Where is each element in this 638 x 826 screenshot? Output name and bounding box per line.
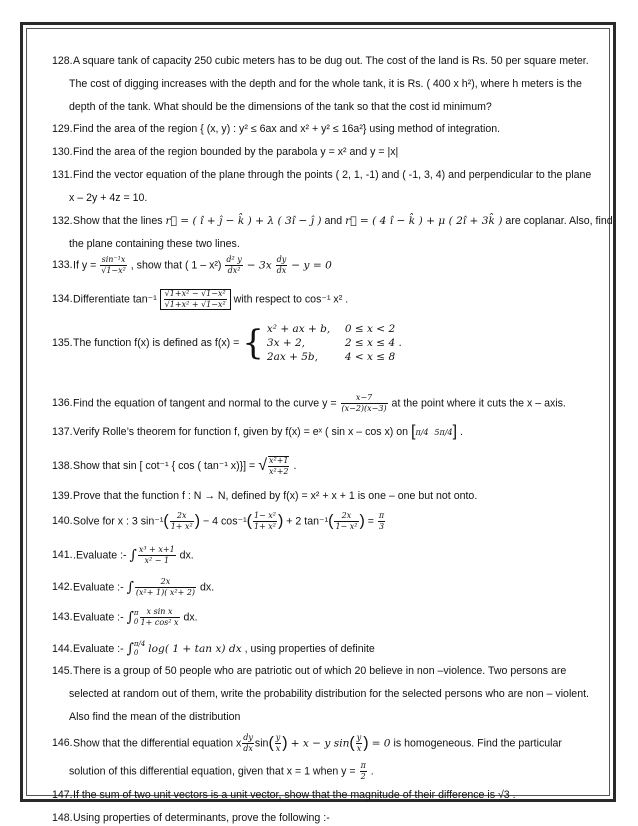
- integral-sign: ∫: [126, 641, 134, 657]
- fraction: $\frac{\pi}{2}$: [360, 761, 366, 781]
- question-131-line2: x – 2y + 4z = 10.: [69, 192, 148, 204]
- integral-sign: ∫: [126, 609, 134, 626]
- question-128: 128.A square tank of capacity 250 cubic meters has to be dug out. The cost of the land is Rs. 50 per square meter.: [52, 55, 589, 67]
- fraction: $\frac{dy}{dx}$: [243, 733, 253, 753]
- question-143: 143.Evaluate :- ∫ π 0 $\frac{\text{x sin x}}{\text{1+ cos² x}}$ dx.: [52, 607, 198, 627]
- piecewise-cases: x² + ax + b, 0 ≤ x < 2 3x + 2, 2 ≤ x ≤ 4 . 2ax + 5b, 4 < x ≤ 8: [266, 323, 402, 363]
- integral-sign: ∫: [126, 579, 134, 596]
- fraction: $\frac{\pi}{3}$: [378, 511, 385, 531]
- fraction: $\frac{\text{x³ + x+1}}{\text{x² − 1}}$: [138, 545, 175, 565]
- question-146-line2: solution of this differential equation, given that x = 1 when y = $\frac{\pi}{2}$ .: [69, 761, 374, 781]
- fraction: $\frac{x-7}{(x-2)(x-3)}$: [341, 393, 387, 413]
- question-135: 135.The function f(x) is defined as f(x) = { x² + ax + b, 0 ≤ x < 2 3x + 2, 2 ≤ x ≤ 4 . 2ax + 5b, 4 < x ≤ 8: [52, 323, 402, 363]
- question-145-line3: Also find the mean of the distribution: [69, 711, 241, 723]
- fraction: $\frac{dy}{dx}$: [276, 255, 287, 275]
- question-138: 138.Show that sin [ cot⁻¹ { cos ( tan⁻¹ x)}] = √ $\frac{\text{x²+1}}{\text{x²+2}}$ .: [52, 456, 297, 476]
- question-141: 141..Evaluate :- ∫ $\frac{\text{x³ + x+1}}{\text{x² − 1}}$ dx.: [52, 545, 194, 565]
- question-131: 131.Find the vector equation of the plane through the points ( 2, 1, -1) and ( -1, 3, 4) and perpendicular to the plane: [52, 169, 592, 181]
- fraction: $\frac{y}{x}$: [356, 733, 362, 753]
- question-145: 145.There is a group of 50 people who are patriotic out of which 20 believe in non –violence. Two persons are: [52, 665, 567, 677]
- fraction: $\frac{\text{d² y}}{\text{dx²}}$: [226, 255, 242, 275]
- question-133: 133.If y = $\frac{\text{sin⁻¹x}}{\text{√1−x²}}$ , show that ( 1 – x²) $\frac{\text{d² y}}{\text{dx²}}$ − 3x $\frac{dy}{dx}$ − y = 0: [52, 255, 332, 275]
- question-142: 142.Evaluate :- ∫ $\frac{2x}{\text{(x²+ 1)( x²+ 2)}}$ dx.: [52, 577, 215, 597]
- question-130: 130.Find the area of the region bounded by the parabola y = x² and y = |x|: [52, 146, 399, 158]
- question-140: 140.Solve for x : 3 sin⁻¹( $\frac{2x}{\text{1+ x²}}$ ) − 4 cos⁻¹( $\frac{\text{1− x²}}{\text{1+ x²}}$ ) + 2 tan⁻¹( $\frac{2x}{\text{1− x²}}$ ) = $\frac{\pi}{3}$: [52, 511, 385, 531]
- fraction: $\frac{\text{x²+1}}{\text{x²+2}}$: [268, 456, 289, 476]
- fraction: $\frac{\text{sin⁻¹x}}{\text{√1−x²}}$: [101, 255, 126, 275]
- fraction: $\frac{y}{x}$: [275, 733, 281, 753]
- question-137: 137.Verify Rolle’s theorem for function f, given by f(x) = eˣ ( sin x – cos x) on [π/4 5π/4] .: [52, 423, 463, 440]
- fraction: $\frac{\text{√1+x² − √1−x²}}{\text{√1+x² + √1−x²}}$: [164, 289, 226, 309]
- question-145-line2: selected at random out of them, write the probability distribution for the selected persons who are non – violent.: [69, 688, 589, 700]
- bracket-expression: [160, 289, 231, 310]
- question-139: 139.Prove that the function f : N → N, defined by f(x) = x² + x + 1 is one – one but not onto.: [52, 490, 478, 502]
- question-129: 129.Find the area of the region { (x, y) : y² ≤ 6ax and x² + y² ≤ 16a²} using method of integration.: [52, 123, 501, 135]
- question-132-line2: the plane containing these two lines.: [69, 238, 240, 250]
- fraction: $\frac{\text{1− x²}}{\text{1+ x²}}$: [253, 511, 277, 531]
- fraction: $\frac{\text{x sin x}}{\text{1+ cos² x}}$: [140, 607, 179, 627]
- question-147: 147.If the sum of two unit vectors is a unit vector, show that the magnitude of their difference is √3 .: [52, 789, 516, 801]
- fraction: $\frac{2x}{\text{(x²+ 1)( x²+ 2)}}$: [135, 577, 196, 597]
- fraction: $\frac{2x}{\text{1− x²}}$: [335, 511, 358, 531]
- question-128-line2: The cost of digging increases with the depth and for the whole tank, it is Rs. ( 400 x h²), where h meters is the: [69, 78, 582, 90]
- question-146: 146.Show that the differential equation x $\frac{dy}{dx}$ sin( $\frac{y}{x}$ ) + x − y sin( $\frac{y}{x}$ ) = 0 is homogeneous. Find the particular: [52, 733, 562, 753]
- question-134: 134.Differentiate tan⁻¹ $\frac{\text{√1+x² − √1−x²}}{\text{√1+x² + √1−x²}}$ with respect to cos⁻¹ x² .: [52, 289, 349, 309]
- question-132: 132.Show that the lines r⃗ = ( î + ĵ − k̂ ) + λ ( 3î − ĵ ) and r⃗ = ( 4 î − k̂ ) + μ ( 2î + 3k̂ ) are coplanar. Also, find: [52, 215, 613, 227]
- question-144: 144.Evaluate :- ∫ π/4 0 log( 1 + tan x) dx , using properties of definite: [52, 640, 375, 657]
- integral-sign: ∫: [129, 547, 137, 564]
- question-128-line3: depth of the tank. What should be the dimensions of the tank so that the cost id minimum?: [69, 101, 492, 113]
- question-136: 136.Find the equation of tangent and normal to the curve y = $\frac{x-7}{(x-2)(x-3)}$ at the point where it cuts the x – axis.: [52, 393, 566, 413]
- fraction: $\frac{2x}{\text{1+ x²}}$: [170, 511, 193, 531]
- question-148: 148.Using properties of determinants, prove the following :-: [52, 812, 330, 824]
